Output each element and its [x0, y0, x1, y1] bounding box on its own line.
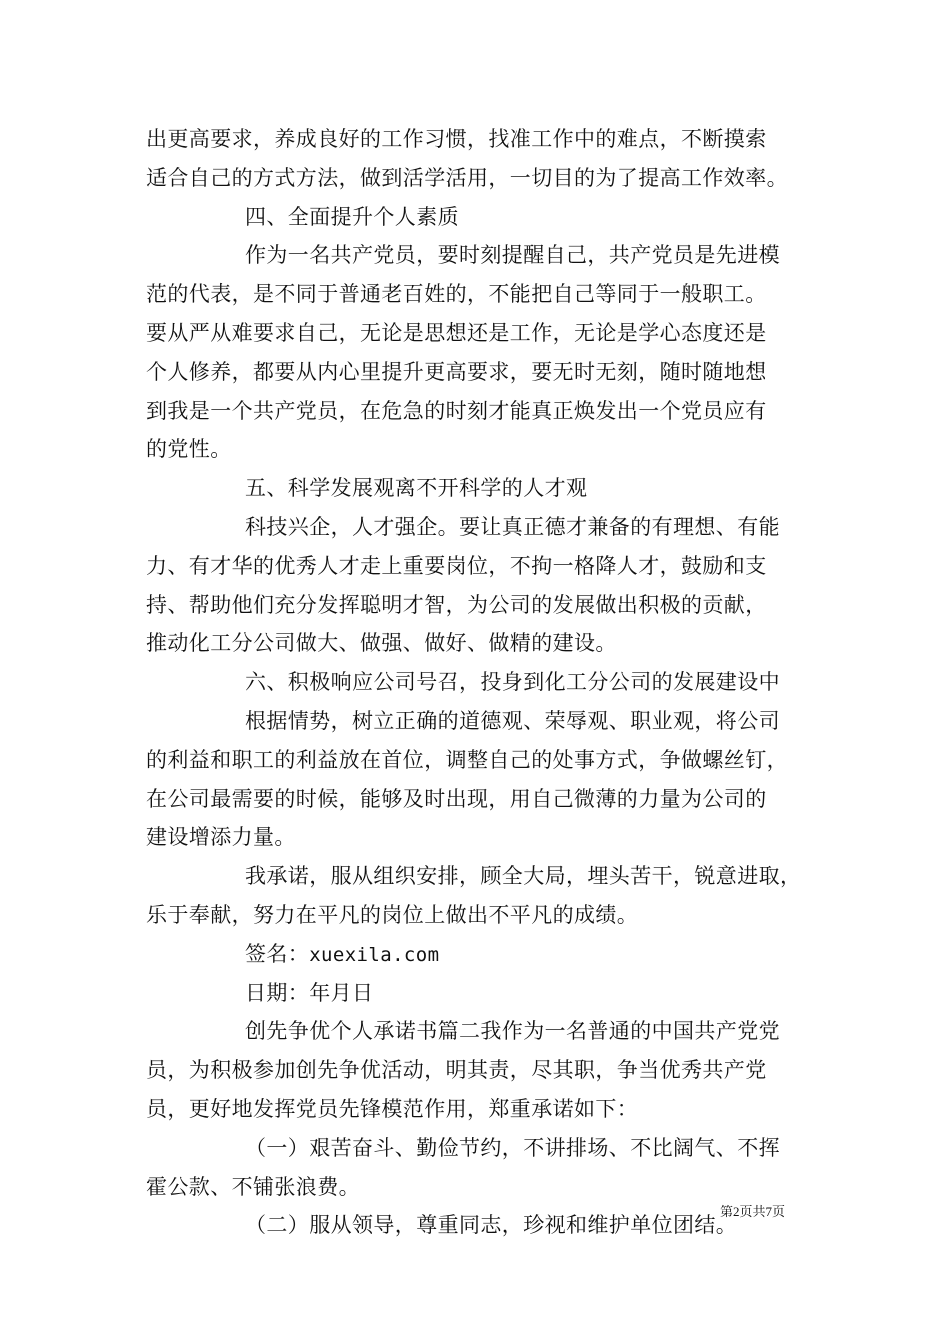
paragraph-line: 乐于奉献，努力在平凡的岗位上做出不平凡的成绩。 — [146, 902, 639, 927]
paragraph-line: 根据情势，树立正确的道德观、荣辱观、职业观，将公司 — [245, 708, 780, 733]
page-number: 第2页共7页 — [720, 1204, 786, 1219]
paragraph-line: 个人修养，都要从内心里提升更高要求，要无时无刻，随时随地想 — [146, 359, 767, 384]
paragraph-line: 出更高要求，养成良好的工作习惯，找准工作中的难点，不断摸索 — [146, 127, 767, 151]
paragraph-line: 范的代表，是不同于普通老百姓的，不能把自己等同于一般职工。 — [146, 282, 767, 307]
paragraph-line: 在公司最需要的时候，能够及时出现，用自己微薄的力量为公司的 — [146, 786, 767, 811]
signature-label: 签名： — [245, 941, 310, 966]
paragraph-line: 持、帮助他们充分发挥聪明才智，为公司的发展做出积极的贡献， — [146, 592, 767, 617]
paragraph-line: 的利益和职工的利益放在首位，调整自己的处事方式，争做螺丝钉， — [146, 747, 788, 772]
paragraph-line: （一）艰苦奋斗、勤俭节约，不讲排场、不比阔气、不挥 — [245, 1135, 780, 1160]
paragraph-line: 员，为积极参加创先争优活动，明其责，尽其职，争当优秀共产党 — [146, 1058, 767, 1083]
document-body — [146, 120, 816, 1245]
paragraph-line: 作为一名共产党员，要时刻提醒自己，共产党员是先进模 — [245, 243, 780, 268]
paragraph-line: 要从严从难要求自己，无论是思想还是工作，无论是学心态度还是 — [146, 320, 767, 345]
paragraph-line: 霍公款、不铺张浪费。 — [146, 1174, 360, 1199]
paragraph-line: 员，更好地发挥党员先锋模范作用，郑重承诺如下： — [146, 1096, 639, 1121]
section-heading-6: 六、积极响应公司号召，投身到化工分公司的发展建设中 — [245, 670, 780, 695]
paragraph-line: 科技兴企，人才强企。要让真正德才兼备的有理想、有能 — [245, 514, 780, 539]
paragraph-line: 的党性。 — [146, 437, 232, 462]
paragraph-line: 到我是一个共产党员，在危急的时刻才能真正焕发出一个党员应有 — [146, 398, 767, 423]
paragraph-line: 适合自己的方式方法，做到活学活用，一切目的为了提高工作效率。 — [146, 165, 788, 190]
signature-line — [146, 935, 816, 974]
paragraph-line: 建设增添力量。 — [146, 825, 296, 850]
section-heading-5: 五、科学发展观离不开科学的人才观 — [245, 476, 588, 501]
signature-value: xuexila.com — [309, 943, 440, 966]
paragraph-line: 创先争优个人承诺书篇二我作为一名普通的中国共产党党 — [245, 1019, 780, 1044]
paragraph-line: 推动化工分公司做大、做强、做好、做精的建设。 — [146, 631, 617, 656]
date-line: 日期：年月日 — [245, 980, 374, 1005]
paragraph-line: （二）服从领导，尊重同志，珍视和维护单位团结。 — [245, 1213, 738, 1238]
section-heading-4: 四、全面提升个人素质 — [245, 204, 459, 229]
paragraph-line: 我承诺，服从组织安排，顾全大局，埋头苦干，锐意进取， — [245, 864, 802, 889]
paragraph-line: 力、有才华的优秀人才走上重要岗位，不拘一格降人才，鼓励和支 — [146, 553, 767, 578]
